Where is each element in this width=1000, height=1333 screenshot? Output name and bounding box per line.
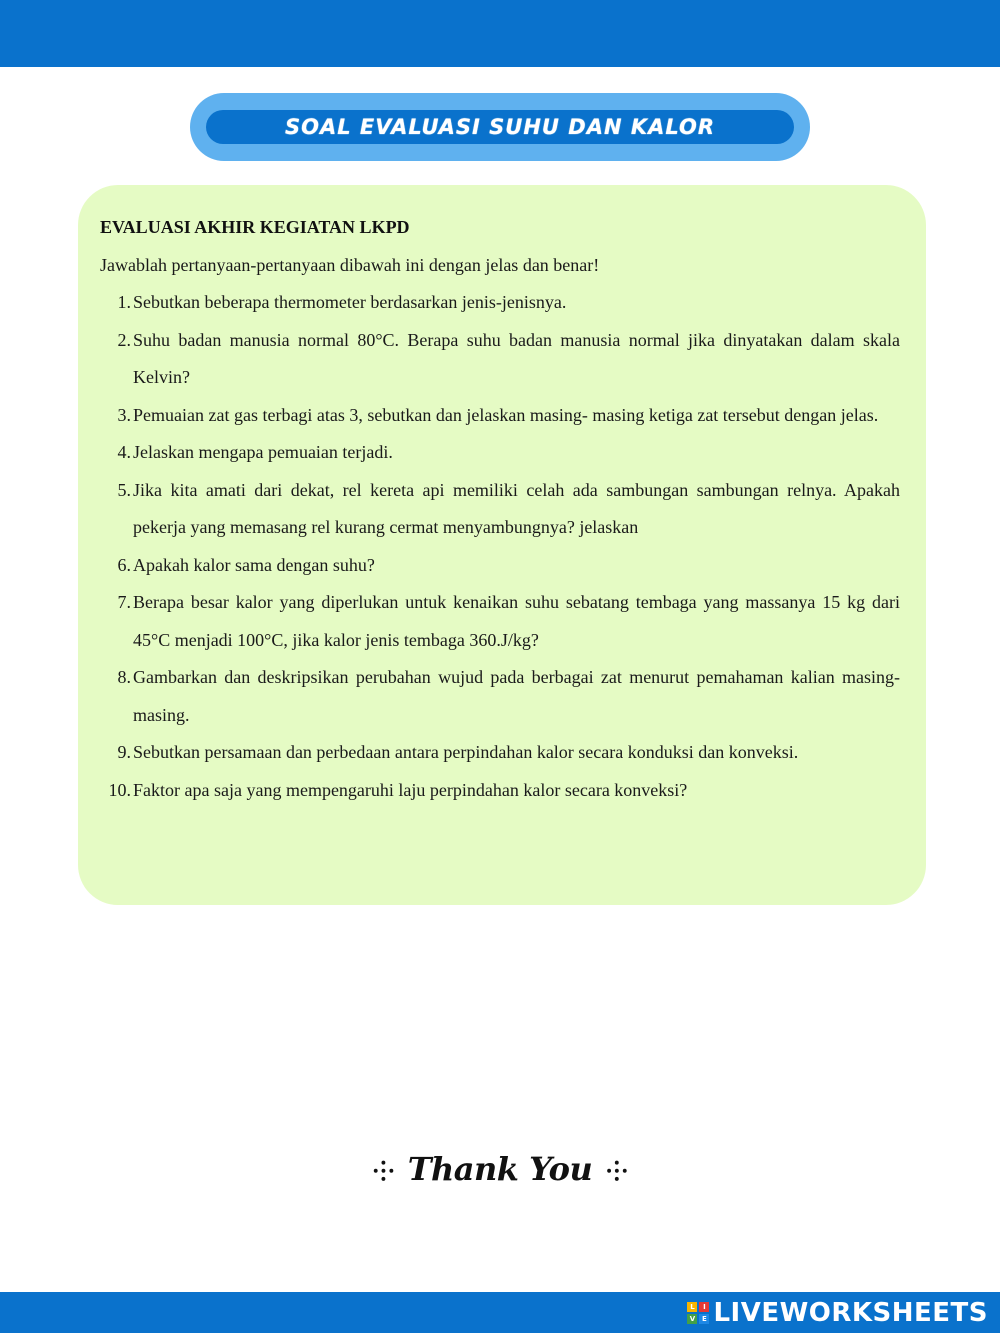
question-text: Berapa besar kalor yang diperlukan untuk kenaikan suhu sebatang tembaga yang massanya 15 kg dari 45°C menjadi 100°C, jika kalor jenis tembaga 360.J/kg? — [133, 592, 900, 650]
logo-letter-tile: L — [687, 1302, 697, 1312]
logo-letter-tile: E — [699, 1314, 709, 1324]
question-text: Jelaskan mengapa pemuaian terjadi. — [133, 442, 393, 462]
question-item — [100, 547, 900, 585]
question-number: 9. — [117, 742, 131, 762]
question-card — [78, 185, 926, 905]
question-text: Faktor apa saja yang mempengaruhi laju perpindahan kalor secara konveksi? — [133, 779, 688, 800]
question-item — [100, 284, 900, 322]
card-heading: EVALUASI AKHIR KEGIATAN LKPD — [100, 217, 410, 237]
question-item — [100, 397, 900, 435]
ornament-left-icon: ⸭ — [372, 1157, 394, 1187]
question-text: Pemuaian zat gas terbagi atas 3, sebutkan dan jelaskan masing- masing ketiga zat tersebut dengan jelas. — [133, 404, 879, 425]
question-number: 3. — [117, 404, 131, 425]
question-text: Apakah kalor sama dengan suhu? — [133, 554, 375, 575]
question-number: 1. — [117, 292, 131, 312]
question-number: 5. — [117, 479, 131, 500]
logo-letter-tile: I — [699, 1302, 709, 1312]
page-title: SOAL EVALUASI SUHU DAN KALOR — [284, 115, 716, 139]
question-text: Gambarkan dan deskripsikan perubahan wujud pada berbagai zat menurut pemahaman kalian masing-masing. — [133, 667, 900, 725]
question-number: 4. — [117, 442, 131, 462]
question-item — [100, 734, 900, 772]
question-number: 8. — [117, 667, 131, 687]
thank-you-text: Thank You — [407, 1150, 593, 1188]
card-intro: Jawablah pertanyaan-pertanyaan dibawah ini dengan jelas dan benar! — [100, 255, 600, 275]
question-number: 2. — [117, 329, 131, 350]
brand-name: LIVEWORKSHEETS — [713, 1298, 988, 1328]
question-text: Jika kita amati dari dekat, rel kereta api memiliki celah ada sambungan sambungan relnya. Apakah pekerja yang memasang rel kurang cermat menyambungnya? jelaskan — [133, 479, 900, 537]
question-item — [100, 434, 900, 472]
question-item — [100, 322, 900, 397]
liveworksheets-brand[interactable] — [687, 1296, 988, 1330]
question-number: 10. — [108, 779, 131, 800]
question-item — [100, 659, 900, 734]
question-item — [100, 584, 900, 659]
top-banner — [0, 0, 1000, 67]
title-banner — [190, 93, 810, 161]
title-pill — [206, 110, 794, 144]
question-number: 7. — [117, 592, 131, 612]
question-list — [100, 284, 900, 809]
question-text: Sebutkan persamaan dan perbedaan antara perpindahan kalor secara konduksi dan konveksi. — [133, 742, 799, 762]
logo-letter-tile: V — [687, 1314, 697, 1324]
question-text: Suhu badan manusia normal 80°C. Berapa suhu badan manusia normal jika dinyatakan dalam skala Kelvin? — [133, 329, 900, 387]
question-item — [100, 772, 900, 810]
question-number: 6. — [117, 554, 131, 575]
thank-you-line — [0, 1150, 1000, 1188]
question-text: Sebutkan beberapa thermometer berdasarkan jenis-jenisnya. — [133, 292, 567, 312]
question-item — [100, 472, 900, 547]
ornament-right-icon: ⸭ — [606, 1157, 628, 1187]
liveworksheets-logo-icon — [687, 1302, 709, 1324]
